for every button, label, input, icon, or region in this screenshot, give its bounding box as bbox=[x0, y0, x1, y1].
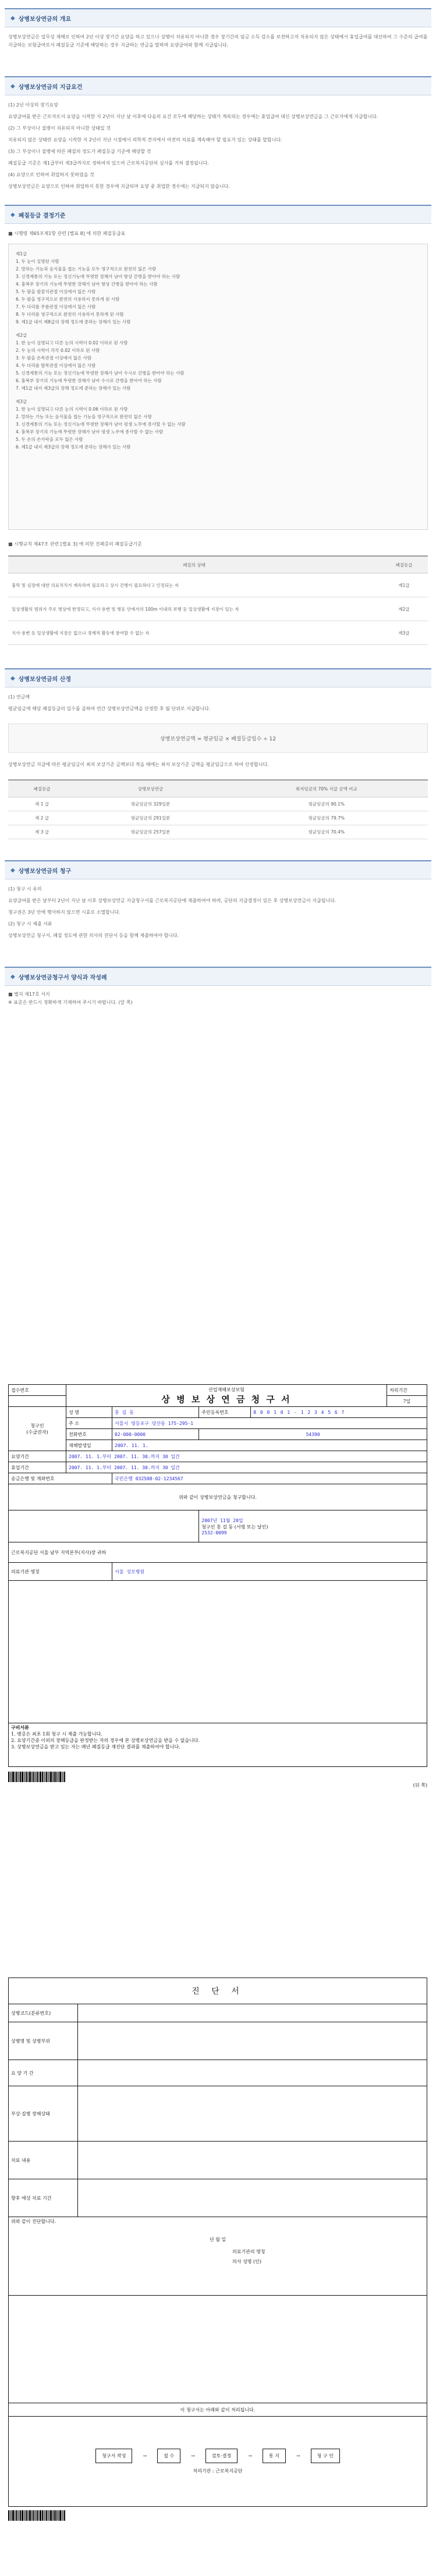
zip-value: 54390 bbox=[199, 1429, 427, 1440]
grade-line: 3. 두 팔을 손목관절 이상에서 잃은 사람 bbox=[16, 355, 92, 361]
barcode-bar bbox=[55, 2510, 56, 2521]
table-header: 폐질등급 bbox=[380, 556, 428, 573]
process-step: 청 구 인 bbox=[311, 2449, 340, 2463]
grade-line: 5. 두 팔을 팔꿈치관절 이상에서 잃은 사람 bbox=[16, 289, 96, 294]
table-header: 폐질의 상태 bbox=[8, 556, 380, 573]
grade-line: 6. 흉복부 장기의 기능에 뚜렷한 장해가 남아 수시로 간병을 받아야 하는 사람 bbox=[16, 378, 162, 383]
process-label: 처리기간 bbox=[387, 1385, 427, 1396]
diag-row-label: 부상·질병 장해상태 bbox=[9, 2086, 78, 2142]
form-org: 산업재해보상보험 bbox=[208, 1387, 244, 1392]
barcode-bar bbox=[31, 1772, 32, 1782]
barcode-bar bbox=[57, 1772, 58, 1782]
period-2: 2007. 11. 1.부터 2007. 11. 30.까지 30 일간 bbox=[66, 1462, 427, 1473]
barcode-bar bbox=[54, 2510, 55, 2521]
name-label: 성 명 bbox=[66, 1407, 112, 1418]
barcode-bar bbox=[50, 2510, 52, 2521]
calc-formula: 상병보상연금액 = 평균임금 × 폐질등급일수 ÷ 12 bbox=[8, 724, 428, 753]
claim-text: (1) 청구 시 유의 요양급여를 받은 날부터 2년이 지난 날 이후 상병보상연금 지급청구서를 근로복지공단에 제출하여야 하며, 공단의 지급결정이 있은 후 상병보상연금이 지급됩니다. 청구권은 3년 안에 행사하지 않으면 시효로 소멸합니다. (2) 청구 시 제출 서류 상병보상연금 청구서, 폐질 정도에 관한 의사의 진단서 등을 함께 제출하여야 합니다. bbox=[8, 886, 336, 938]
table-header: 상병보상연금 bbox=[76, 780, 225, 797]
grade-line: 4. 흉복부 장기의 기능에 뚜렷한 장해가 남아 평생 노무에 종사할 수 없는 사람 bbox=[16, 429, 164, 434]
diag-row-label: 요 양 기 간 bbox=[9, 2060, 78, 2086]
claimant-signature: 청구인 홍 길 동 (서명 또는 날인) bbox=[201, 1524, 268, 1530]
barcode bbox=[8, 2510, 427, 2521]
barcode-bar bbox=[29, 2510, 31, 2521]
barcode-bar bbox=[55, 1772, 56, 1782]
barcode-bar bbox=[25, 1772, 26, 1782]
form-note: 2. 요양기간중 이외의 장해등급을 판정받는 자의 경우에 본 상병보상연금을 받을 수 없습니다. bbox=[11, 1738, 200, 1743]
barcode-bar bbox=[17, 2510, 18, 2521]
phone-value: 02-000-0000 bbox=[112, 1429, 199, 1440]
pneumo-table-subtitle: ■ 시행규칙 제47조 관련 [별표 3] 에 의한 진폐증의 폐질등급기준 bbox=[8, 541, 142, 547]
claim-form-back: 진 단 서 상병코드(분류번호) 상병명 및 상병부위 요 양 기 간 부상·질병 장해상태 치료 내용 향후 예상 치료 기간 위와 같이 진단합니다. 년 월 일 의료기관의 명칭 의사 성명 (인) 이 청구서는 아래와 같이 처리됩니다. 청구서 작성 → 접 수 → 검토·결정 → 통 지 → 청 구 인 처리기관 : 근로복지공단 bbox=[8, 1978, 427, 2565]
pneumo-grade-table bbox=[8, 555, 428, 645]
hospital-label: 의료기관의 명칭 bbox=[232, 2249, 265, 2254]
grade-line: 4. 흉복부 장기의 기능에 뚜렷한 장해가 남아 항상 간병을 받아야 하는 사람 bbox=[16, 282, 158, 287]
bank-label: 송금은행 및 계좌번호 bbox=[9, 1473, 112, 1484]
barcode-bar bbox=[40, 1772, 41, 1782]
page-label: (뒤 쪽) bbox=[413, 1783, 427, 1788]
barcode-bar bbox=[40, 2510, 41, 2521]
grade-line: 1. 두 눈이 실명된 사람 bbox=[16, 259, 59, 264]
barcode-bar bbox=[38, 1772, 39, 1782]
table-row: 일상생활의 범위가 주로 병상에 한정되고, 식사·용변 및 병동 안에서의 100m 이내의 보행 등 일상생활에 지장이 있는 자 제2급 bbox=[8, 597, 428, 621]
barcode-bar bbox=[37, 2510, 38, 2521]
pension-rate-table bbox=[8, 779, 428, 839]
barcode-bar bbox=[59, 1772, 61, 1782]
barcode-bar bbox=[64, 2510, 65, 2521]
diagnosis-title: 진 단 서 bbox=[9, 1978, 427, 2004]
barcode-bar bbox=[46, 1772, 47, 1782]
barcode-bar bbox=[29, 1772, 31, 1782]
rrn-value: 8 0 0 1 0 1 - 1 2 3 4 5 6 7 bbox=[251, 1407, 427, 1418]
grade-line: 2. 말하는 기능과 음식물을 씹는 기능을 모두 영구적으로 완전히 잃은 사람 bbox=[16, 266, 157, 272]
grade-line: 9. 제1급 내지 제8급의 장해 정도에 준하는 장해가 있는 사람 bbox=[16, 319, 131, 325]
barcode-bar bbox=[26, 2510, 27, 2521]
barcode-bar bbox=[11, 1772, 12, 1782]
grade-line: 3. 신경계통의 기능 또는 정신기능에 뚜렷한 장해가 남아 항상 간병을 받아야 하는 사람 bbox=[16, 274, 180, 279]
process-step: 검토·결정 bbox=[205, 2449, 238, 2463]
process-org: 처리기관 : 근로복지공단 bbox=[193, 2468, 243, 2474]
grade-criteria-box bbox=[8, 244, 428, 530]
table-row: 제 1 급 평균임금의 329일분 평균임금의 90.1% bbox=[8, 797, 428, 811]
barcode-bar bbox=[52, 2510, 53, 2521]
grade-line: 7. 두 다리를 무릎관절 이상에서 잃은 사람 bbox=[16, 304, 96, 309]
table-row: 제 2 급 평균임금의 291일분 평균임금의 79.7% bbox=[8, 811, 428, 825]
grade-line: 6. 두 팔을 영구적으로 완전히 사용하지 못하게 된 사람 bbox=[16, 297, 120, 302]
section-title-grade-criteria: ◆ 폐질등급 결정기준 bbox=[5, 205, 431, 224]
barcode-bar bbox=[28, 1772, 29, 1782]
requirements-text: (1) 2년 이상의 장기요양 요양급여를 받은 근로자로서 요양을 시작한 지 2년이 지난 날 이후에 다음의 요건 모두에 해당하는 상태가 계속되는 경우에는 휴업급여 대신 상병보상연금을 그 근로자에게 지급합니다. (2) 그 부상이나 질병이 치유되지 아니한 상태일 것 치유되지 않은 상태란 요양을 시작한 지 2년이 지난 시점에서 의학적 견지에서 여전히 치료를 계속해야 할 필요가 있는 상태를 말합니다. (3) 그 부상이나 질병에 따른 폐질의 정도가 폐질등급 기준에 해당할 것 폐질등급 기준은 제1급부터 제3급까지로 정하여져 있으며 근로복지공단의 심사를 거쳐 결정됩니다. (4) 요양으로 인하여 취업하지 못하였을 것 상병보상연금은 요양으로 인하여 취업하지 못한 경우에 지급되며 요양 중 취업한 경우에는 지급되지 않습니다. bbox=[8, 102, 378, 189]
barcode-bar bbox=[54, 1772, 55, 1782]
claim-date: 2007년 11월 20일 bbox=[201, 1517, 243, 1523]
section-title-requirements: ◆ 상병보상연금의 지급요건 bbox=[5, 76, 431, 95]
grade-line: 7. 제1급 내지 제3급의 장해 정도에 준하는 장해가 있는 사람 bbox=[16, 386, 131, 391]
claimant-phone: 2532-0099 bbox=[201, 1530, 227, 1535]
form-declaration: 위와 같이 상병보상연금을 청구합니다. bbox=[9, 1484, 427, 1510]
process-step: 청구서 작성 bbox=[95, 2449, 132, 2463]
office-addressee: 근로복지공단 서울 남부 지역본부(지사)장 귀하 bbox=[9, 1542, 427, 1563]
barcode-bar bbox=[12, 1772, 14, 1782]
addr-value: 서울시 영등포구 당산동 175-295-1 bbox=[112, 1418, 427, 1429]
diag-row-label: 치료 내용 bbox=[9, 2142, 78, 2179]
table-header: 최저임금의 70% 지급 금액 비교 bbox=[225, 780, 428, 797]
form-title: 상 병 보 상 연 금 청 구 서 bbox=[161, 1394, 292, 1405]
process-step: 통 지 bbox=[263, 2449, 286, 2463]
process-title: 이 청구서는 아래와 같이 처리됩니다. bbox=[9, 2403, 427, 2417]
barcode-bar bbox=[31, 2510, 32, 2521]
barcode bbox=[8, 1772, 427, 1782]
diag-row-label: 향후 예상 치료 기간 bbox=[9, 2179, 78, 2217]
doctor-label: 의료기관 명칭 bbox=[9, 1563, 112, 1581]
grade-line: 2. 말하는 기능 또는 음식물을 씹는 기능을 영구적으로 완전히 잃은 사람 bbox=[16, 414, 152, 419]
calc-text: (1) 연금액 평균임금에 해당 폐질등급의 일수를 곱하여 연간 상병보상연금액을 산정한 후 월 단위로 지급합니다. bbox=[8, 694, 211, 711]
claim-form-front: 접수번호 산업재해보상보험 상 병 보 상 연 금 청 구 서 처리기간 7일 청구인 (수급권자) 성 명 홍 길 동 주민등록번호 8 0 0 1 0 1 - 1 2 3 4 5 6 7 주 소 서울시 영등포구 당산동 175-295-1 전화번호 02-000-0000 54390 재해발생일 2007. 11. 1. 요양기간 2007. 11. 1.부터 2007. 11. 30.까지 30 일간 휴업기간 2007. 11. 1.부터 2007. 11. 30.까지 30 일간 송금은행 및 계좌번호 국민은행 032508-02-1234567 위와 같이 상병보상연금을 청구합니다. 2007년 11월 20일 청구인 홍 길 동 (서명 또는 날인) 2532-0099 근로복지공단 서울 남부 지역본부(지사)장 귀하 의료기관 명칭 서울 성모병원 구비서류 1. 병증은 최초 1회 청구 시 제출 가능합니다. 2. 요양기간중 이외의 장해등급을 판정받는 자의 경우에 본 상병보상연금을 받을 수 없습니다. 3. 상병보상연금을 받고 있는 자는 매년 폐질등급 재진단 결과를 제출하여야 합니다. (뒤 쪽) bbox=[8, 1384, 427, 1960]
section-title-calculation: ◆ 상병보상연금의 산정 bbox=[5, 668, 431, 687]
barcode-bar bbox=[42, 1772, 43, 1782]
overview-text: 상병보상연금은 업무상 재해로 인하여 2년 이상 장기간 요양을 하고 있으나 상병이 치유되지 아니한 경우 장기간의 임금 소득 감소를 보전하고자 치유되지 않은 상태에서 휴업급여를 대신하여 그 수준의 급여를 지급하는 보험급여로서 폐질등급 기준에 해당하는 경우 지급하는 연금을 말하며 요양급여와 함께 지급됩니다. bbox=[8, 34, 428, 48]
barcode-bar bbox=[22, 2510, 23, 2521]
diag-row-label: 상병명 및 상병부위 bbox=[9, 2022, 78, 2060]
barcode-bar bbox=[16, 1772, 17, 1782]
barcode-bar bbox=[20, 2510, 21, 2521]
barcode-bar bbox=[52, 1772, 53, 1782]
barcode-bar bbox=[46, 2510, 47, 2521]
addr-label: 주 소 bbox=[66, 1418, 112, 1429]
diag-date: 년 월 일 bbox=[209, 2237, 226, 2242]
grade-line: 3. 신경계통의 기능 또는 정신기능에 뚜렷한 장해가 남아 평생 노무에 종사할 수 없는 사람 bbox=[16, 422, 186, 427]
barcode-bar bbox=[58, 1772, 59, 1782]
period-1: 2007. 11. 1.부터 2007. 11. 30.까지 30 일간 bbox=[66, 1451, 427, 1462]
grade-line: 5. 두 손의 손가락을 모두 잃은 사람 bbox=[16, 437, 83, 442]
barcode-bar bbox=[58, 2510, 59, 2521]
barcode-bar bbox=[33, 1772, 34, 1782]
table-row: 흉막 및 심장에 대한 의료처치가 계속하여 필요하고 상시 간병이 필요하다고 인정되는 자 제1급 bbox=[8, 573, 428, 597]
barcode-bar bbox=[50, 1772, 52, 1782]
barcode-bar bbox=[8, 2510, 9, 2521]
grade-name: 제2급 bbox=[16, 333, 27, 338]
rrn-label: 주민등록번호 bbox=[199, 1407, 251, 1418]
barcode-bar bbox=[16, 2510, 17, 2521]
diag-declaration: 위와 같이 진단합니다. bbox=[11, 2219, 56, 2224]
grade-table-subtitle: ■ 시행령 제65조제1항 관련 [별표 8] 에 의한 폐질등급표 bbox=[8, 231, 126, 236]
acc-date-value: 2007. 11. 1. bbox=[112, 1440, 427, 1451]
barcode-bar bbox=[57, 2510, 58, 2521]
grade-line: 4. 두 다리를 발목관절 이상에서 잃은 사람 bbox=[16, 363, 96, 368]
doctor-signature: 의사 성명 (인) bbox=[232, 2259, 261, 2264]
barcode-bar bbox=[59, 2510, 61, 2521]
diag-row-label: 상병코드(분류번호) bbox=[9, 2004, 78, 2022]
section-title-form-example: ◆ 상병보상연금청구서 양식과 작성례 bbox=[5, 967, 431, 986]
form-note: 3. 상병보상연금을 받고 있는 자는 매년 폐질등급 재진단 결과를 제출하여야 합니다. bbox=[11, 1744, 180, 1750]
grade-name: 제3급 bbox=[16, 399, 27, 404]
barcode-bar bbox=[17, 1772, 18, 1782]
grade-line: 5. 신경계통의 기능 또는 정신기능에 뚜렷한 장해가 남아 수시로 간병을 받아야 하는 사람 bbox=[16, 370, 185, 376]
phone-label: 전화번호 bbox=[66, 1429, 112, 1440]
barcode-bar bbox=[8, 1772, 9, 1782]
form-note: 1. 병증은 최초 1회 청구 시 제출 가능합니다. bbox=[11, 1731, 102, 1737]
process-step: 접 수 bbox=[157, 2449, 180, 2463]
barcode-bar bbox=[12, 2510, 14, 2521]
barcode-bar bbox=[20, 1772, 21, 1782]
grade-line: 8. 두 다리를 영구적으로 완전히 사용하지 못하게 된 사람 bbox=[16, 312, 124, 317]
calc-note: 상병보상연금 지급에 따른 평균임금이 최저 보상기준 금액보다 적을 때에는 최저 보상기준 금액을 평균임금으로 하여 산정합니다. bbox=[8, 762, 269, 767]
grade-line: 2. 두 눈의 시력이 각각 0.02 이하로 된 사람 bbox=[16, 348, 100, 353]
grade-name: 제1급 bbox=[16, 251, 27, 256]
barcode-bar bbox=[22, 1772, 23, 1782]
table-row: 제 3 급 평균임금의 257일분 평균임금의 70.4% bbox=[8, 825, 428, 839]
barcode-bar bbox=[28, 2510, 29, 2521]
form-notes-title: 구비서류 bbox=[11, 1725, 29, 1730]
receipt-no-label: 접수번호 bbox=[9, 1385, 66, 1396]
table-header: 폐질등급 bbox=[8, 780, 76, 797]
name-value: 홍 길 동 bbox=[112, 1407, 199, 1418]
barcode-bar bbox=[38, 2510, 39, 2521]
barcode-bar bbox=[34, 1772, 35, 1782]
process-value: 7일 bbox=[387, 1396, 427, 1407]
barcode-bar bbox=[11, 2510, 12, 2521]
barcode-bar bbox=[64, 1772, 65, 1782]
barcode-bar bbox=[26, 1772, 27, 1782]
table-row: 식사·용변 등 일상생활에 지장은 없으나 경제적 활동에 참여할 수 없는 자 제3급 bbox=[8, 621, 428, 645]
form-intro: ■ 별지 제17호 서식 ※ 표준은 반드시 정확하게 기재하여 주시기 바랍니다. (앞 쪽) bbox=[8, 992, 133, 1005]
grade-line: 6. 제1급 내지 제3급의 장해 정도에 준하는 장해가 있는 사람 bbox=[16, 444, 131, 450]
grade-line: 1. 한 눈이 실명되고 다른 눈의 시력이 0.06 이하로 된 사람 bbox=[16, 407, 128, 412]
section-title-claim: ◆ 상병보상연금의 청구 bbox=[5, 860, 431, 879]
grade-line: 1. 한 눈이 실명되고 다른 눈의 시력이 0.02 이하로 된 사람 bbox=[16, 340, 128, 345]
doctor-value: 서울 성모병원 bbox=[112, 1563, 427, 1581]
barcode-bar bbox=[34, 2510, 35, 2521]
barcode-bar bbox=[25, 2510, 26, 2521]
bank-value: 국민은행 032508-02-1234567 bbox=[112, 1473, 427, 1484]
acc-date-label: 재해발생일 bbox=[66, 1440, 112, 1451]
barcode-bar bbox=[42, 2510, 43, 2521]
section-title-overview: ◆ 상병보상연금의 개요 bbox=[5, 8, 431, 27]
barcode-bar bbox=[33, 2510, 34, 2521]
barcode-bar bbox=[37, 1772, 38, 1782]
